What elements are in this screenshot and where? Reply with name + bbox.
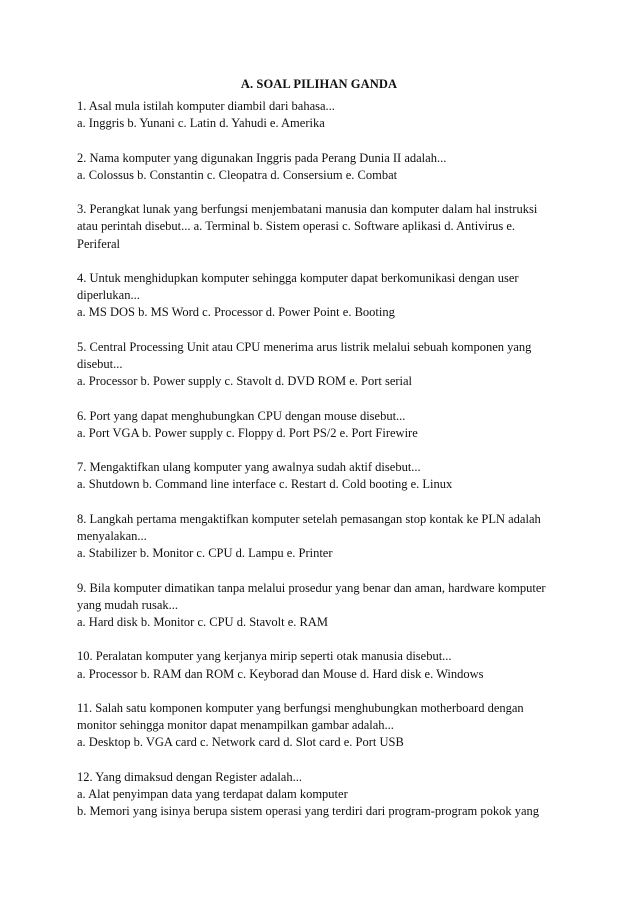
question-text-line: 8. Langkah pertama mengaktifkan komputer setelah pemasangan stop kontak ke PLN adalah bbox=[77, 511, 541, 526]
question-line: yang mudah rusak... bbox=[77, 597, 179, 612]
question-line: a. Hard disk b. Monitor c. CPU d. Stavolt e. RAM bbox=[77, 614, 329, 629]
question-list bbox=[77, 98, 567, 838]
question-text-line: 6. Port yang dapat menghubungkan CPU dengan mouse disebut... bbox=[77, 408, 406, 423]
question-line: a. Colossus b. Constantin c. Cleopatra d. Consersium e. Combat bbox=[77, 167, 398, 182]
question-text-line: 2. Nama komputer yang digunakan Inggris pada Perang Dunia II adalah... bbox=[77, 150, 447, 165]
question-line: disebut... bbox=[77, 356, 123, 371]
question-text-line: 7. Mengaktifkan ulang komputer yang awalnya sudah aktif disebut... bbox=[77, 460, 421, 475]
question-11 bbox=[77, 700, 567, 752]
question-9 bbox=[77, 580, 567, 632]
question-1 bbox=[77, 98, 567, 132]
page-title: A. SOAL PILIHAN GANDA bbox=[240, 77, 398, 91]
question-text-line: 4. Untuk menghidupkan komputer sehingga komputer dapat berkomunikasi dengan user bbox=[77, 270, 519, 285]
question-line: a. Inggris b. Yunani c. Latin d. Yahudi e. Amerika bbox=[77, 116, 325, 131]
question-line: a. Desktop b. VGA card c. Network card d. Slot card e. Port USB bbox=[77, 735, 404, 750]
question-7 bbox=[77, 459, 567, 493]
question-text-line: 5. Central Processing Unit atau CPU menerima arus listrik melalui sebuah komponen yang bbox=[77, 339, 532, 354]
question-line: a. Processor b. Power supply c. Stavolt d. DVD ROM e. Port serial bbox=[77, 374, 413, 389]
question-line: menyalakan... bbox=[77, 528, 147, 543]
question-12 bbox=[77, 769, 567, 821]
question-2 bbox=[77, 150, 567, 184]
question-line: monitor sehingga monitor dapat menampilkan gambar adalah... bbox=[77, 718, 394, 733]
question-line: a. Processor b. RAM dan ROM c. Keyborad dan Mouse d. Hard disk e. Windows bbox=[77, 666, 484, 681]
question-text-line: 3. Perangkat lunak yang berfungsi menjembatani manusia dan komputer dalam hal instruksi bbox=[77, 202, 538, 217]
question-text-line: 9. Bila komputer dimatikan tanpa melalui prosedur yang benar dan aman, hardware komputer bbox=[77, 580, 546, 595]
question-line: a. Port VGA b. Power supply c. Floppy d. Port PS/2 e. Port Firewire bbox=[77, 425, 418, 440]
question-line: diperlukan... bbox=[77, 288, 140, 303]
question-4 bbox=[77, 270, 567, 322]
question-line: a. Alat penyimpan data yang terdapat dalam komputer bbox=[77, 786, 348, 801]
question-10 bbox=[77, 648, 567, 682]
question-text-line: 1. Asal mula istilah komputer diambil dari bahasa... bbox=[77, 99, 335, 113]
question-3 bbox=[77, 201, 567, 253]
question-line: a. MS DOS b. MS Word c. Processor d. Power Point e. Booting bbox=[77, 305, 395, 320]
question-text-line: 11. Salah satu komponen komputer yang berfungsi menghubungkan motherboard dengan bbox=[77, 700, 524, 715]
question-line: Periferal bbox=[77, 236, 121, 251]
question-8 bbox=[77, 511, 567, 563]
question-text-line: 10. Peralatan komputer yang kerjanya mirip seperti otak manusia disebut... bbox=[77, 649, 452, 664]
question-line: a. Stabilizer b. Monitor c. CPU d. Lampu e. Printer bbox=[77, 546, 333, 561]
question-6 bbox=[77, 408, 567, 442]
question-line: b. Memori yang isinya berupa sistem operasi yang terdiri dari program-program pokok yang bbox=[77, 804, 540, 819]
question-text-line: 12. Yang dimaksud dengan Register adalah... bbox=[77, 769, 302, 784]
question-5 bbox=[77, 339, 567, 391]
question-line: a. Shutdown b. Command line interface c. Restart d. Cold booting e. Linux bbox=[77, 477, 453, 492]
question-line: atau perintah disebut... a. Terminal b. Sistem operasi c. Software aplikasi d. Antivirus e. bbox=[77, 219, 516, 234]
